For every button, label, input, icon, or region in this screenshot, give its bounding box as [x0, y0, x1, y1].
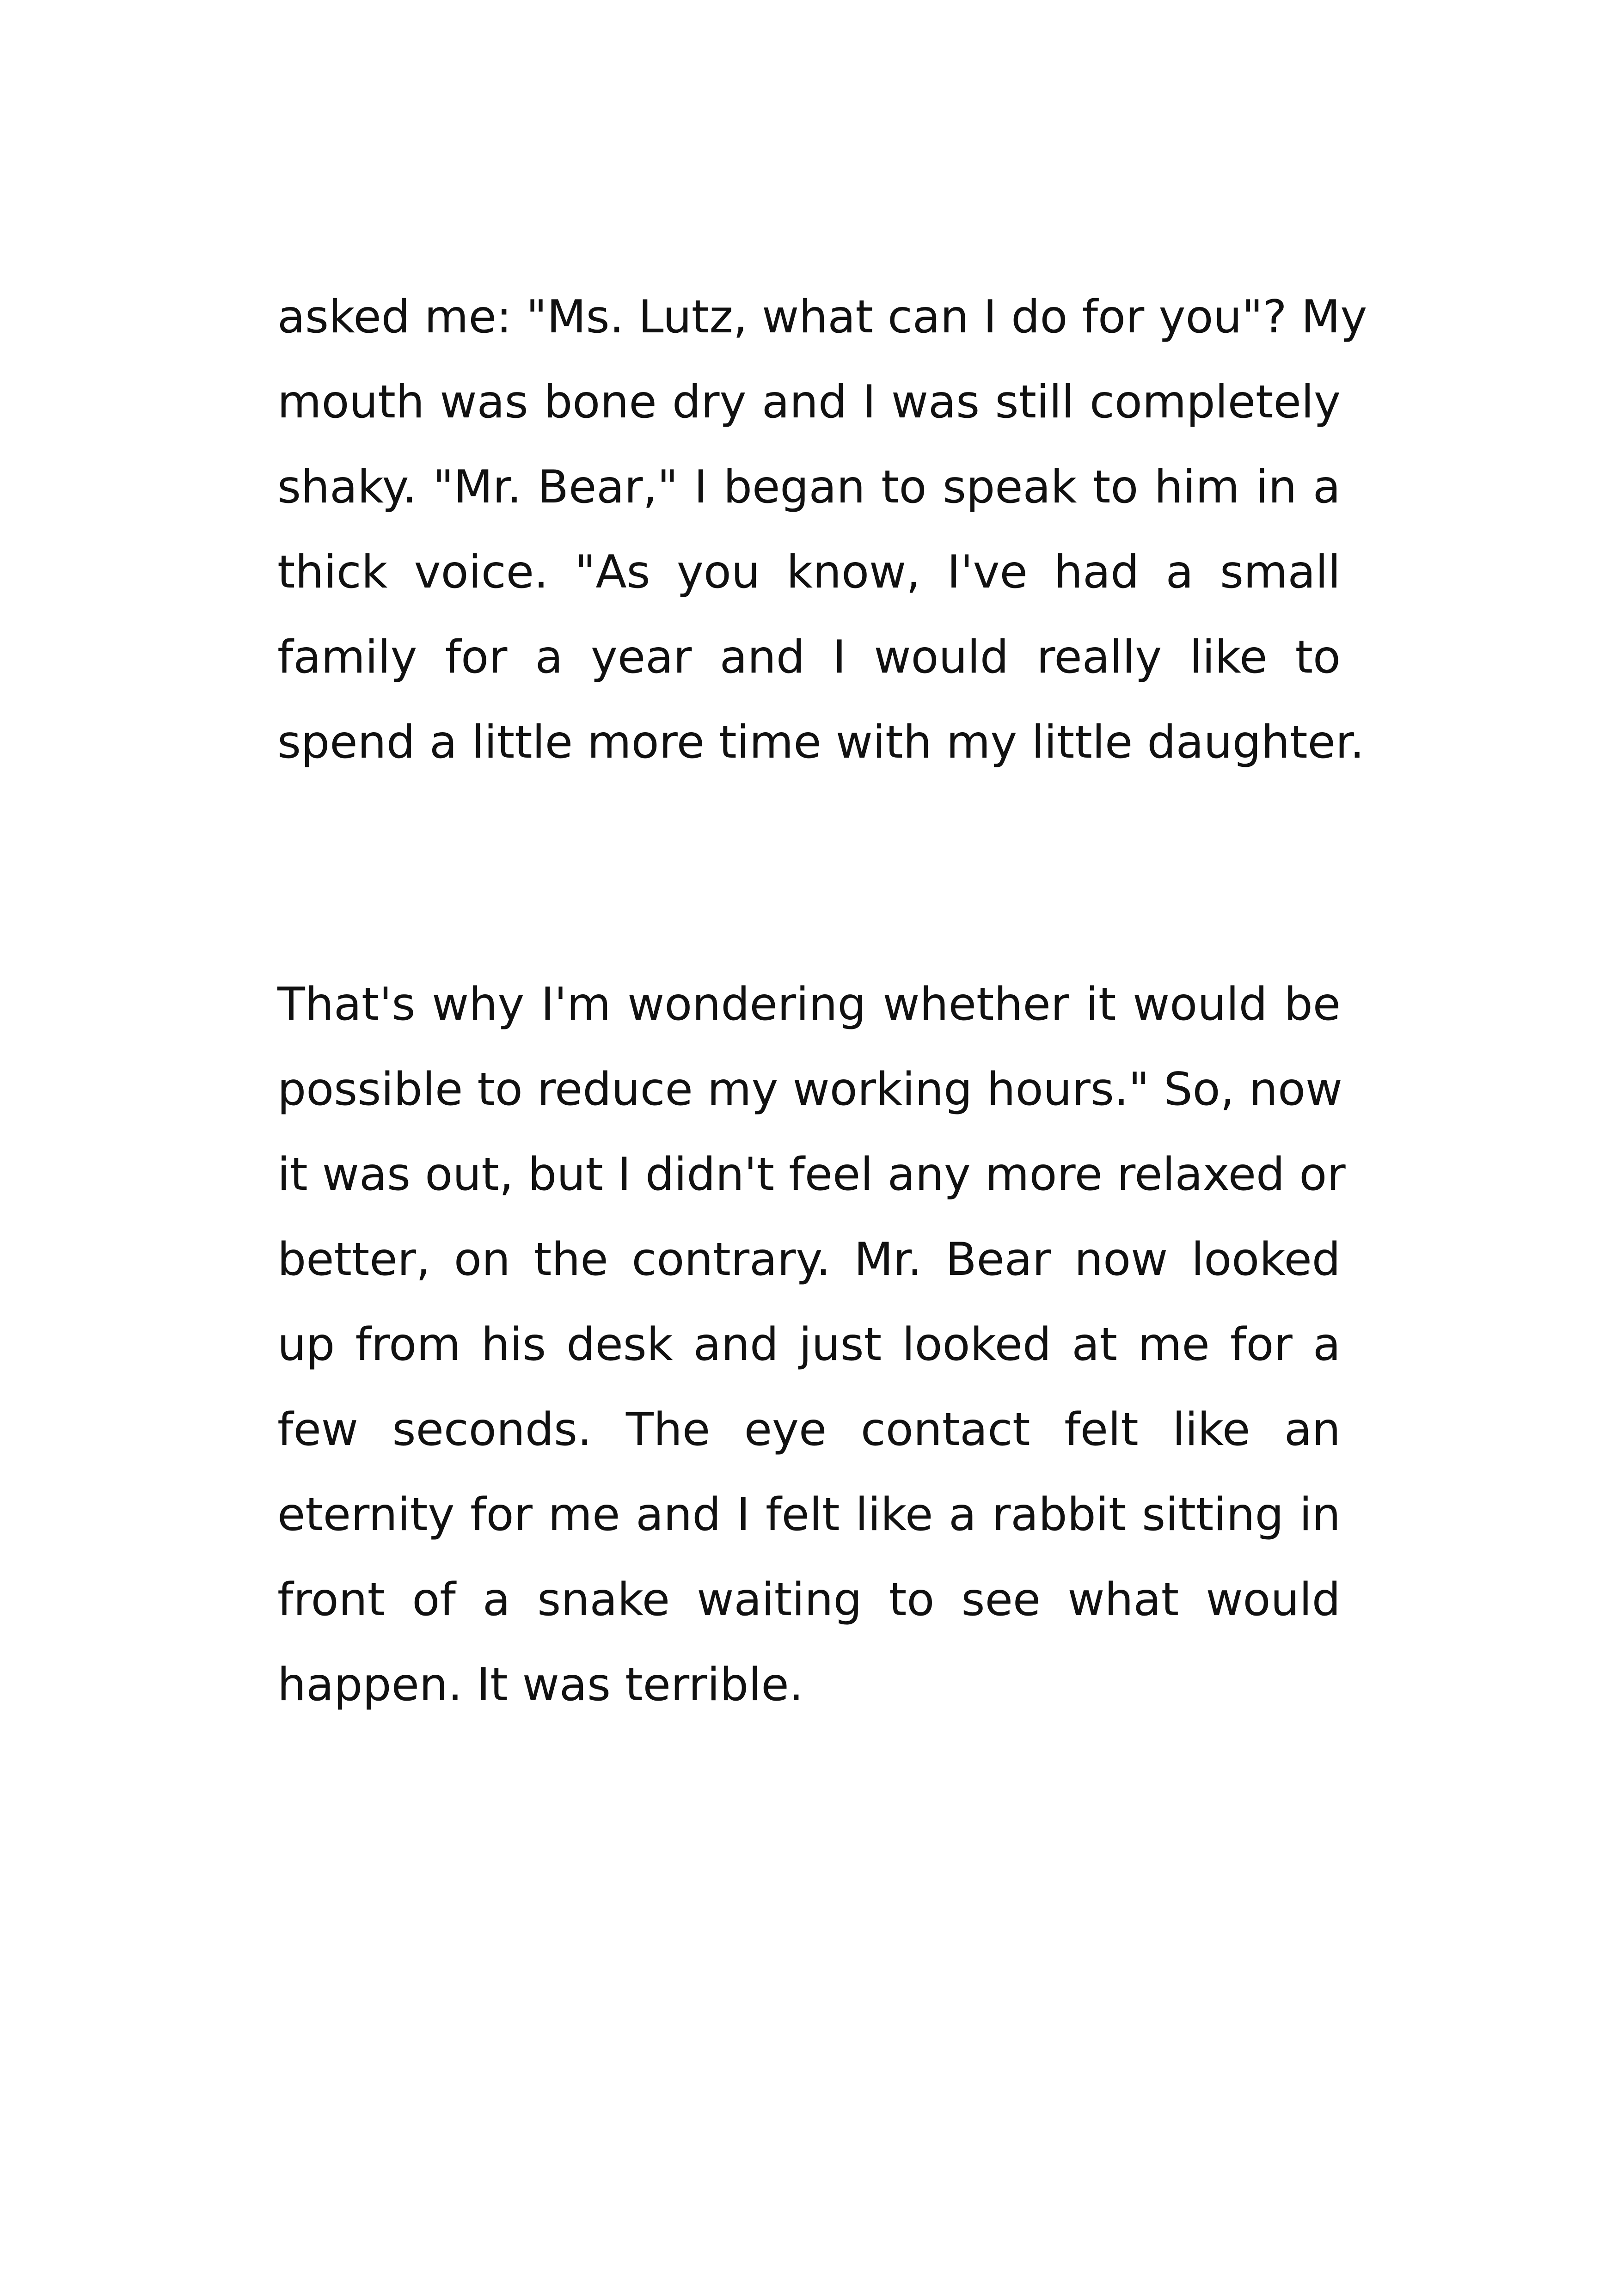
text-line: family for a year and I would really like to — [277, 631, 1341, 684]
paragraph-1 — [277, 275, 1367, 785]
text-line: it was out, but I didn't feel any more relaxed or — [277, 1148, 1346, 1201]
text-line: That's why I'm wondering whether it would be — [277, 978, 1341, 1031]
text-line: mouth was bone dry and I was still completely — [277, 376, 1341, 429]
text-line: asked me: "Ms. Lutz, what can I do for you"? My — [277, 291, 1367, 343]
text-line: shaky. "Mr. Bear," I began to speak to him in a — [277, 461, 1341, 514]
text-line: eternity for me and I felt like a rabbit sitting in — [277, 1488, 1341, 1541]
text-line: happen. It was terrible. — [277, 1659, 803, 1711]
text-line: front of a snake waiting to see what would — [277, 1574, 1341, 1626]
text-line: better, on the contrary. Mr. Bear now looked — [277, 1233, 1341, 1286]
text-line: spend a little more time with my little daughter. — [277, 716, 1365, 769]
text-line: few seconds. The eye contact felt like an — [277, 1403, 1341, 1456]
text-line: thick voice. "As you know, I've had a small — [277, 546, 1341, 599]
text-line: possible to reduce my working hours." So, now — [277, 1063, 1343, 1116]
text-line: up from his desk and just looked at me for a — [277, 1318, 1341, 1371]
paragraph-2 — [277, 962, 1346, 1727]
